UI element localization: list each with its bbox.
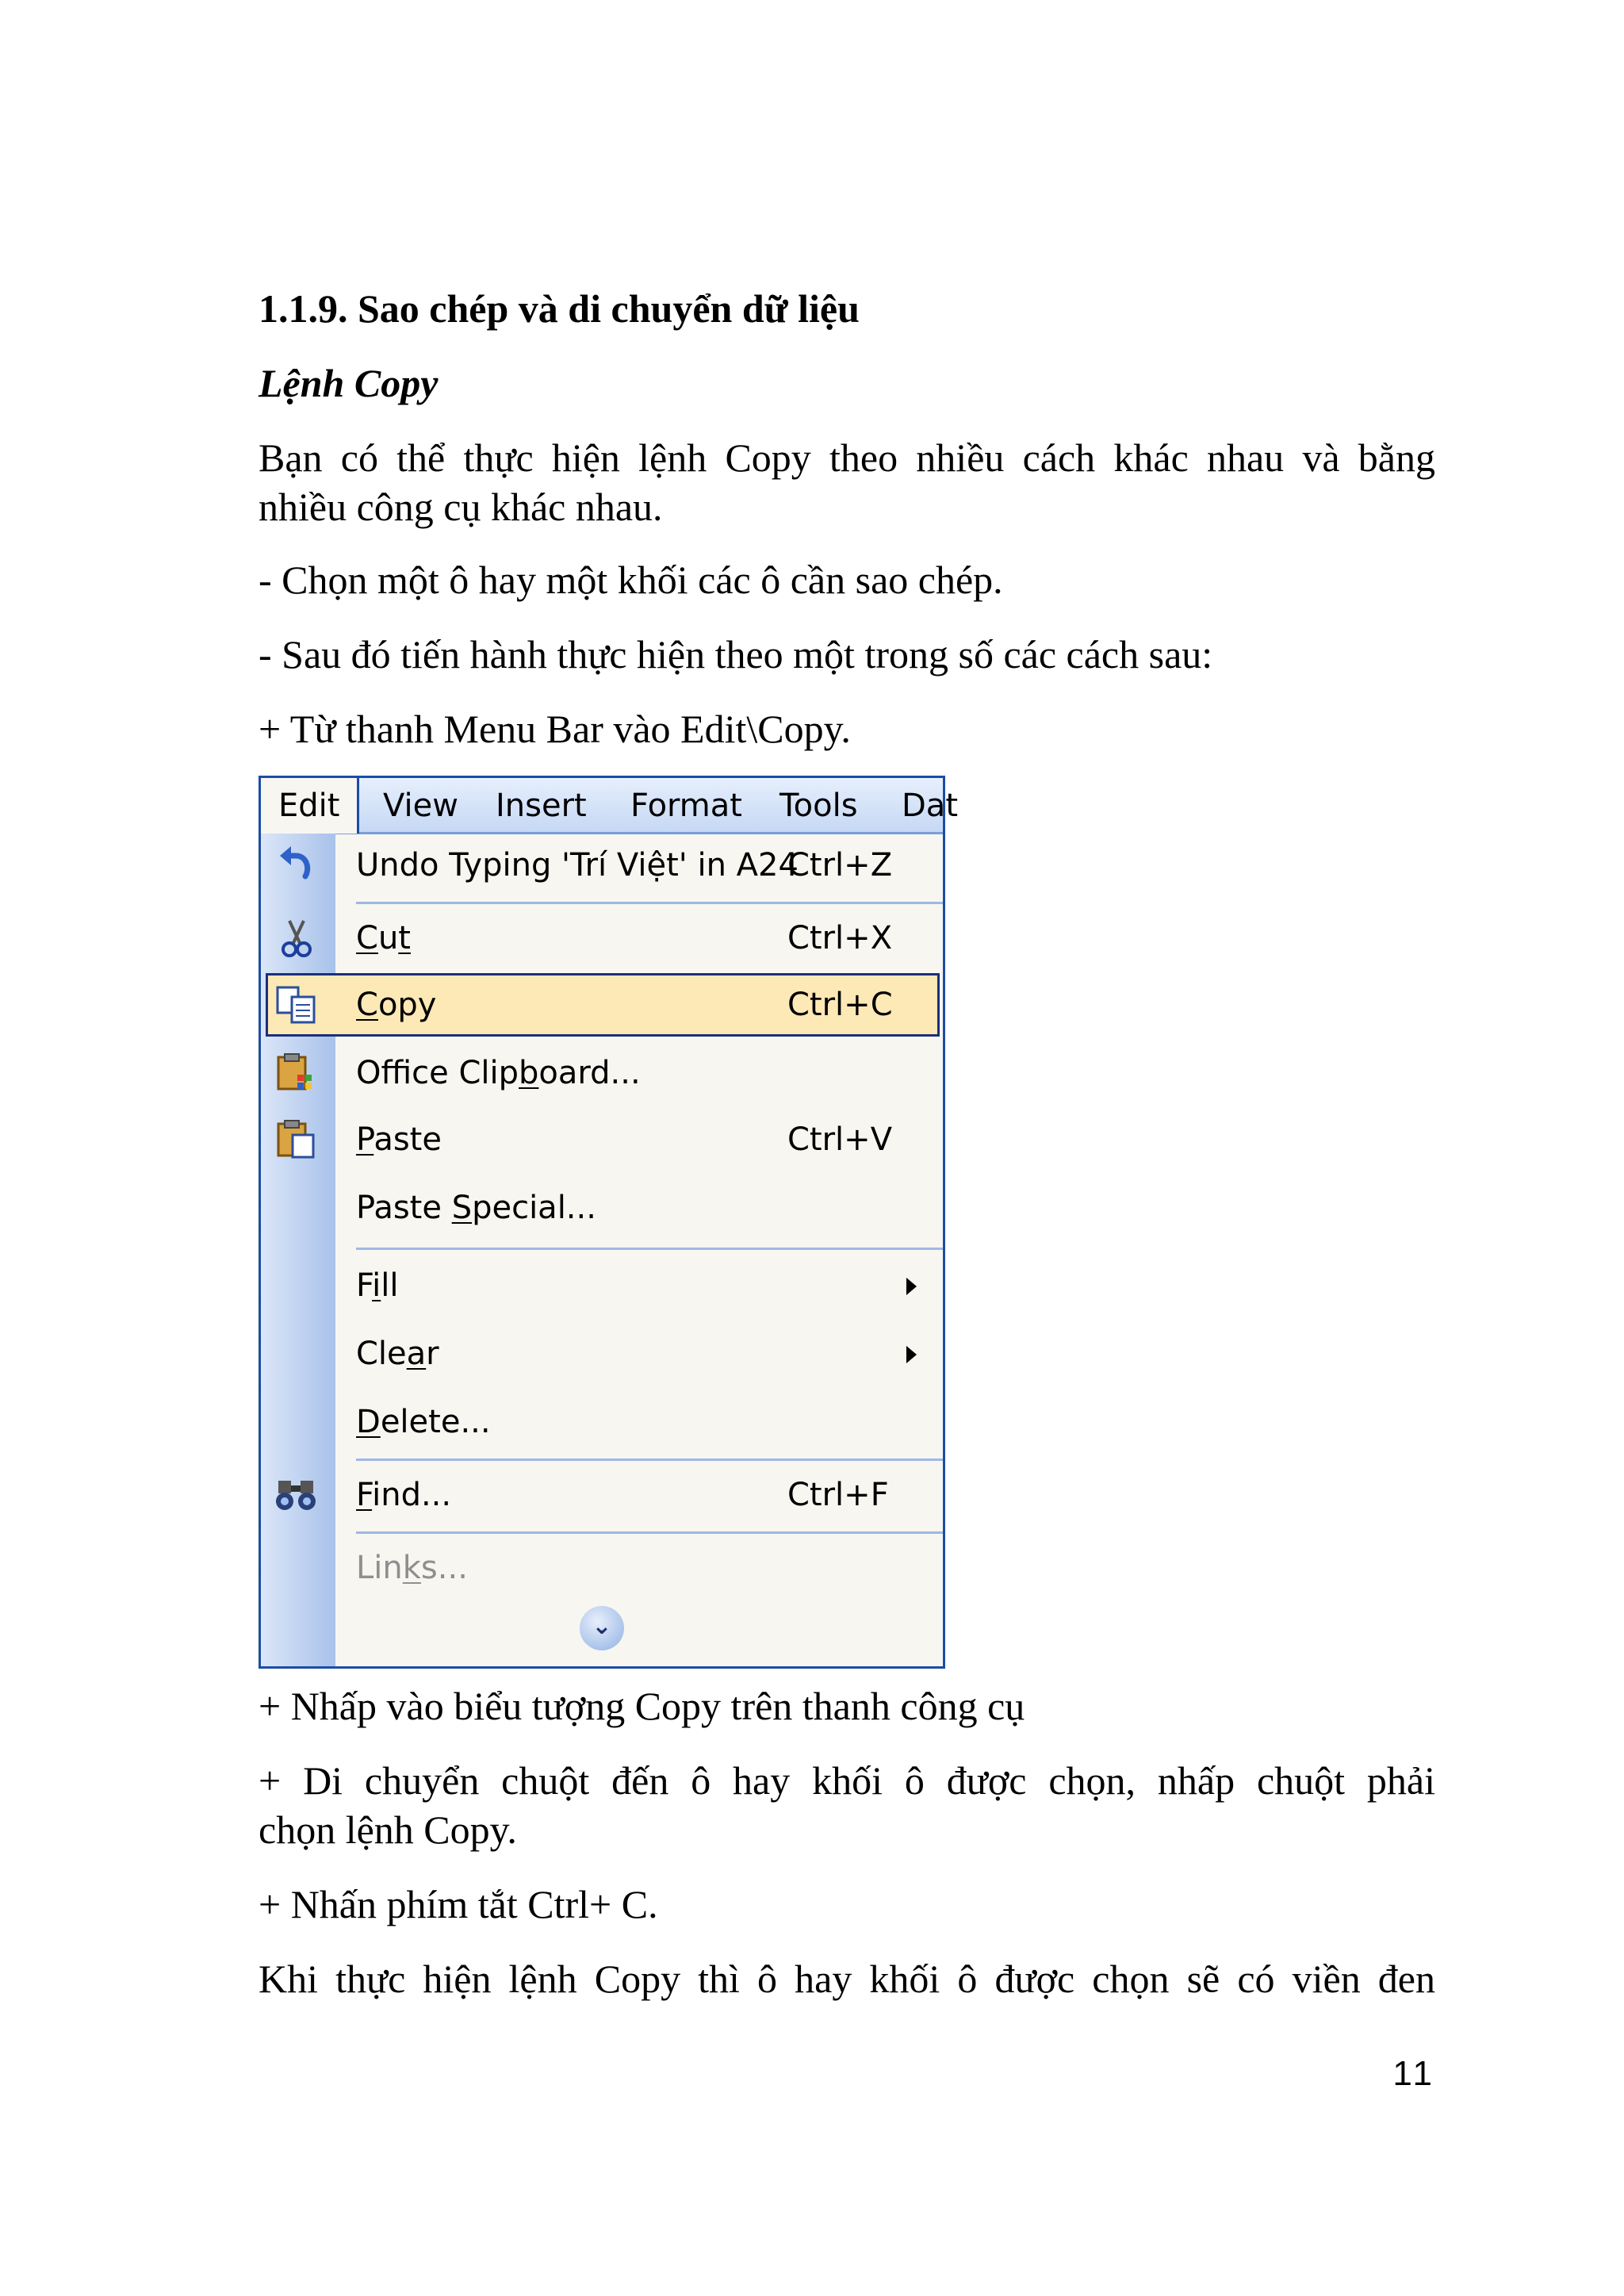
- menu-format[interactable]: Format: [630, 788, 742, 824]
- menu-separator: [356, 1248, 943, 1250]
- intro-line-2: nhiều công cụ khác nhau.: [259, 485, 663, 529]
- edit-menu-screenshot: [259, 776, 958, 1669]
- menu-view[interactable]: View: [383, 788, 458, 824]
- menu-separator: [356, 902, 943, 904]
- way-4: + Nhấn phím tắt Ctrl+ C.: [259, 1882, 658, 1926]
- submenu-arrow-icon: [906, 1278, 917, 1295]
- menu-edit[interactable]: Edit: [261, 778, 359, 834]
- menu-tools[interactable]: Tools: [779, 788, 858, 824]
- menu-item-find[interactable]: Find... Ctrl+F: [261, 1463, 943, 1527]
- clipboard-icon: [274, 1052, 320, 1094]
- menu-item-cut[interactable]: Cut Ctrl+X: [261, 907, 943, 970]
- way-3-line-1: + Di chuyển chuột đến ô hay khối ô được chọn, nhấp chuột phải: [259, 1758, 1435, 1803]
- menu-item-copy[interactable]: Copy Ctrl+C: [266, 973, 940, 1037]
- subheading: Lệnh Copy: [259, 361, 439, 405]
- menu-bar: [261, 778, 958, 834]
- menu-data[interactable]: Dat: [902, 788, 958, 824]
- menu-item-paste[interactable]: Paste Ctrl+V: [261, 1108, 943, 1171]
- copy-icon: [274, 984, 320, 1025]
- submenu-arrow-icon: [906, 1346, 917, 1363]
- section-heading: 1.1.9. Sao chép và di chuyển dữ liệu: [259, 286, 860, 331]
- page-number: 11: [1392, 2054, 1435, 2093]
- binoculars-icon: [274, 1474, 320, 1516]
- step-2: - Sau đó tiến hành thực hiện theo một trong số các cách sau:: [259, 632, 1213, 677]
- menu-insert[interactable]: Insert: [496, 788, 587, 824]
- step-1: - Chọn một ô hay một khối các ô cần sao chép.: [259, 558, 1003, 602]
- intro-line-1: Bạn có thể thực hiện lệnh Copy theo nhiều cách khác nhau và bằng: [259, 435, 1435, 480]
- menu-item-links: Links...: [356, 1550, 468, 1586]
- menu-item-delete[interactable]: Delete...: [356, 1404, 491, 1440]
- double-chevron-down-icon[interactable]: ⌄: [580, 1606, 624, 1650]
- menu-item-clear[interactable]: Clear: [261, 1322, 943, 1386]
- menu-separator: [356, 1458, 943, 1461]
- menu-item-undo[interactable]: Undo Typing 'Trí Việt' in A24 Ctrl+Z: [261, 834, 943, 897]
- way-3-line-2: chọn lệnh Copy.: [259, 1807, 517, 1852]
- undo-icon: [274, 845, 320, 886]
- menu-item-paste-special[interactable]: Paste Special...: [356, 1190, 596, 1226]
- closing-line: Khi thực hiện lệnh Copy thì ô hay khối ô được chọn sẽ có viền đen: [259, 1957, 1435, 2001]
- menu-item-office-clipboard[interactable]: Office Clipboard...: [261, 1041, 943, 1105]
- paste-icon: [274, 1119, 320, 1160]
- scissors-icon: [274, 918, 320, 959]
- menu-item-fill[interactable]: Fill: [261, 1254, 943, 1317]
- menu-separator: [356, 1531, 943, 1534]
- way-2: + Nhấp vào biểu tượng Copy trên thanh công cụ: [259, 1684, 1025, 1728]
- way-1: + Từ thanh Menu Bar vào Edit\Copy.: [259, 707, 851, 751]
